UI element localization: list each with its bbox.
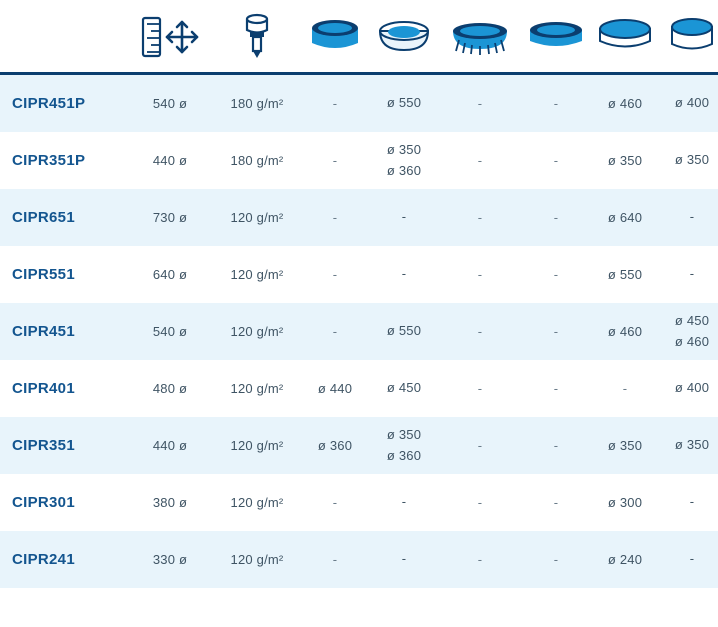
cell-inflatable-pool <box>370 189 438 246</box>
cell-weight: 120 g/m² <box>214 303 300 360</box>
table-row <box>0 531 718 588</box>
cell-round-deep-pool <box>660 189 718 246</box>
cell-inflatable-pool <box>370 531 438 588</box>
cell-oval-frame-pool: - <box>438 303 522 360</box>
cell-oval-pool: - <box>522 303 590 360</box>
frame-pool-icon <box>300 4 370 68</box>
cell-product-code: CIPR241 <box>0 531 126 588</box>
cell-inflatable-pool <box>370 132 438 189</box>
cell-oval-frame-pool: - <box>438 474 522 531</box>
cell-weight: 180 g/m² <box>214 74 300 133</box>
cell-round-steel-pool: ø 550 <box>590 246 660 303</box>
cell-oval-pool: - <box>522 189 590 246</box>
cell-round-deep-pool <box>660 74 718 133</box>
cell-round-steel-pool: ø 350 <box>590 417 660 474</box>
cell-frame-pool: ø 440 <box>300 360 370 417</box>
table-header <box>0 0 718 74</box>
header-frame-pool <box>300 0 370 74</box>
cell-product-code: CIPR351P <box>0 132 126 189</box>
cell-round-deep-pool <box>660 531 718 588</box>
cell-frame-pool: - <box>300 303 370 360</box>
table-row <box>0 360 718 417</box>
cell-oval-pool: - <box>522 417 590 474</box>
cell-oval-frame-pool: - <box>438 246 522 303</box>
cell-round-deep-pool-line: - <box>689 209 695 225</box>
cell-product-code: CIPR551 <box>0 246 126 303</box>
header-inflatable-pool <box>370 0 438 74</box>
cell-round-deep-pool-line: ø 460 <box>674 333 710 349</box>
header-fabric-roll <box>214 0 300 74</box>
table-row <box>0 417 718 474</box>
cell-product-code: CIPR301 <box>0 474 126 531</box>
cell-frame-pool: - <box>300 474 370 531</box>
cell-weight: 120 g/m² <box>214 417 300 474</box>
table-body <box>0 74 718 589</box>
cell-oval-pool: - <box>522 74 590 133</box>
cell-inflatable-pool-line: ø 550 <box>386 95 422 111</box>
header-ruler-arrows <box>126 0 214 74</box>
cell-diameter: 480 ø <box>126 360 214 417</box>
cell-inflatable-pool-line: - <box>401 209 407 225</box>
cell-inflatable-pool <box>370 360 438 417</box>
cell-round-deep-pool <box>660 474 718 531</box>
cell-diameter: 730 ø <box>126 189 214 246</box>
cell-inflatable-pool-line: - <box>401 494 407 510</box>
cell-inflatable-pool <box>370 303 438 360</box>
table-row <box>0 132 718 189</box>
table-row <box>0 303 718 360</box>
cell-inflatable-pool-line: ø 550 <box>386 323 422 339</box>
header-code-blank <box>0 0 126 74</box>
cell-frame-pool: - <box>300 246 370 303</box>
cell-inflatable-pool <box>370 74 438 133</box>
cell-round-deep-pool-line: ø 350 <box>674 152 710 168</box>
table-row <box>0 474 718 531</box>
cell-weight: 180 g/m² <box>214 132 300 189</box>
cell-product-code: CIPR351 <box>0 417 126 474</box>
cell-oval-pool: - <box>522 360 590 417</box>
cell-round-steel-pool: ø 640 <box>590 189 660 246</box>
oval-pool-icon <box>522 4 590 68</box>
cell-oval-frame-pool: - <box>438 74 522 133</box>
cell-diameter: 440 ø <box>126 417 214 474</box>
cell-inflatable-pool <box>370 417 438 474</box>
cell-oval-pool: - <box>522 246 590 303</box>
oval-frame-pool-icon <box>438 4 522 68</box>
cell-inflatable-pool-line: ø 360 <box>386 447 422 463</box>
cell-product-code: CIPR651 <box>0 189 126 246</box>
cell-round-deep-pool <box>660 417 718 474</box>
cell-round-steel-pool: ø 350 <box>590 132 660 189</box>
cell-frame-pool: ø 360 <box>300 417 370 474</box>
cell-inflatable-pool-line: - <box>401 551 407 567</box>
cell-weight: 120 g/m² <box>214 474 300 531</box>
cell-round-steel-pool: ø 240 <box>590 531 660 588</box>
round-steel-pool-icon <box>590 4 660 68</box>
cell-diameter: 540 ø <box>126 74 214 133</box>
cell-product-code: CIPR451 <box>0 303 126 360</box>
cell-frame-pool: - <box>300 74 370 133</box>
cell-weight: 120 g/m² <box>214 189 300 246</box>
cell-weight: 120 g/m² <box>214 360 300 417</box>
round-deep-pool-icon <box>660 4 718 68</box>
cell-diameter: 330 ø <box>126 531 214 588</box>
table-row <box>0 246 718 303</box>
cell-oval-pool: - <box>522 531 590 588</box>
cell-frame-pool: - <box>300 132 370 189</box>
cell-oval-frame-pool: - <box>438 189 522 246</box>
inflatable-pool-icon <box>370 4 438 68</box>
cell-oval-frame-pool: - <box>438 132 522 189</box>
cell-diameter: 380 ø <box>126 474 214 531</box>
ruler-arrows-icon <box>126 4 214 68</box>
header-round-deep-pool <box>660 0 718 74</box>
cell-round-steel-pool: - <box>590 360 660 417</box>
cell-weight: 120 g/m² <box>214 531 300 588</box>
cell-round-steel-pool: ø 460 <box>590 74 660 133</box>
cell-inflatable-pool-line: - <box>401 266 407 282</box>
cell-round-deep-pool <box>660 303 718 360</box>
cell-inflatable-pool-line: ø 450 <box>386 380 422 396</box>
cell-oval-frame-pool: - <box>438 417 522 474</box>
cell-round-deep-pool-line: ø 350 <box>674 437 710 453</box>
cell-round-deep-pool <box>660 132 718 189</box>
cell-round-deep-pool-line: ø 450 <box>674 313 710 329</box>
cell-inflatable-pool-line: ø 350 <box>386 142 422 158</box>
cell-round-deep-pool-line: ø 400 <box>674 95 710 111</box>
header-oval-pool <box>522 0 590 74</box>
cell-diameter: 440 ø <box>126 132 214 189</box>
fabric-roll-icon <box>214 4 300 68</box>
cell-inflatable-pool <box>370 246 438 303</box>
cell-product-code: CIPR451P <box>0 74 126 133</box>
cell-oval-pool: - <box>522 132 590 189</box>
table-row <box>0 189 718 246</box>
header-oval-frame-pool <box>438 0 522 74</box>
cell-oval-frame-pool: - <box>438 360 522 417</box>
cell-frame-pool: - <box>300 531 370 588</box>
cell-round-deep-pool <box>660 246 718 303</box>
cell-inflatable-pool-line: ø 350 <box>386 427 422 443</box>
cell-round-deep-pool-line: ø 400 <box>674 380 710 396</box>
cell-diameter: 640 ø <box>126 246 214 303</box>
cell-round-deep-pool <box>660 360 718 417</box>
cell-round-deep-pool-line: - <box>689 551 695 567</box>
cell-inflatable-pool-line: ø 360 <box>386 162 422 178</box>
table-row <box>0 74 718 133</box>
cell-round-steel-pool: ø 460 <box>590 303 660 360</box>
cell-diameter: 540 ø <box>126 303 214 360</box>
cell-inflatable-pool <box>370 474 438 531</box>
cell-round-deep-pool-line: - <box>689 494 695 510</box>
cell-oval-pool: - <box>522 474 590 531</box>
cell-weight: 120 g/m² <box>214 246 300 303</box>
cell-product-code: CIPR401 <box>0 360 126 417</box>
cell-round-steel-pool: ø 300 <box>590 474 660 531</box>
cell-round-deep-pool-line: - <box>689 266 695 282</box>
header-round-steel-pool <box>590 0 660 74</box>
cell-oval-frame-pool: - <box>438 531 522 588</box>
cell-frame-pool: - <box>300 189 370 246</box>
